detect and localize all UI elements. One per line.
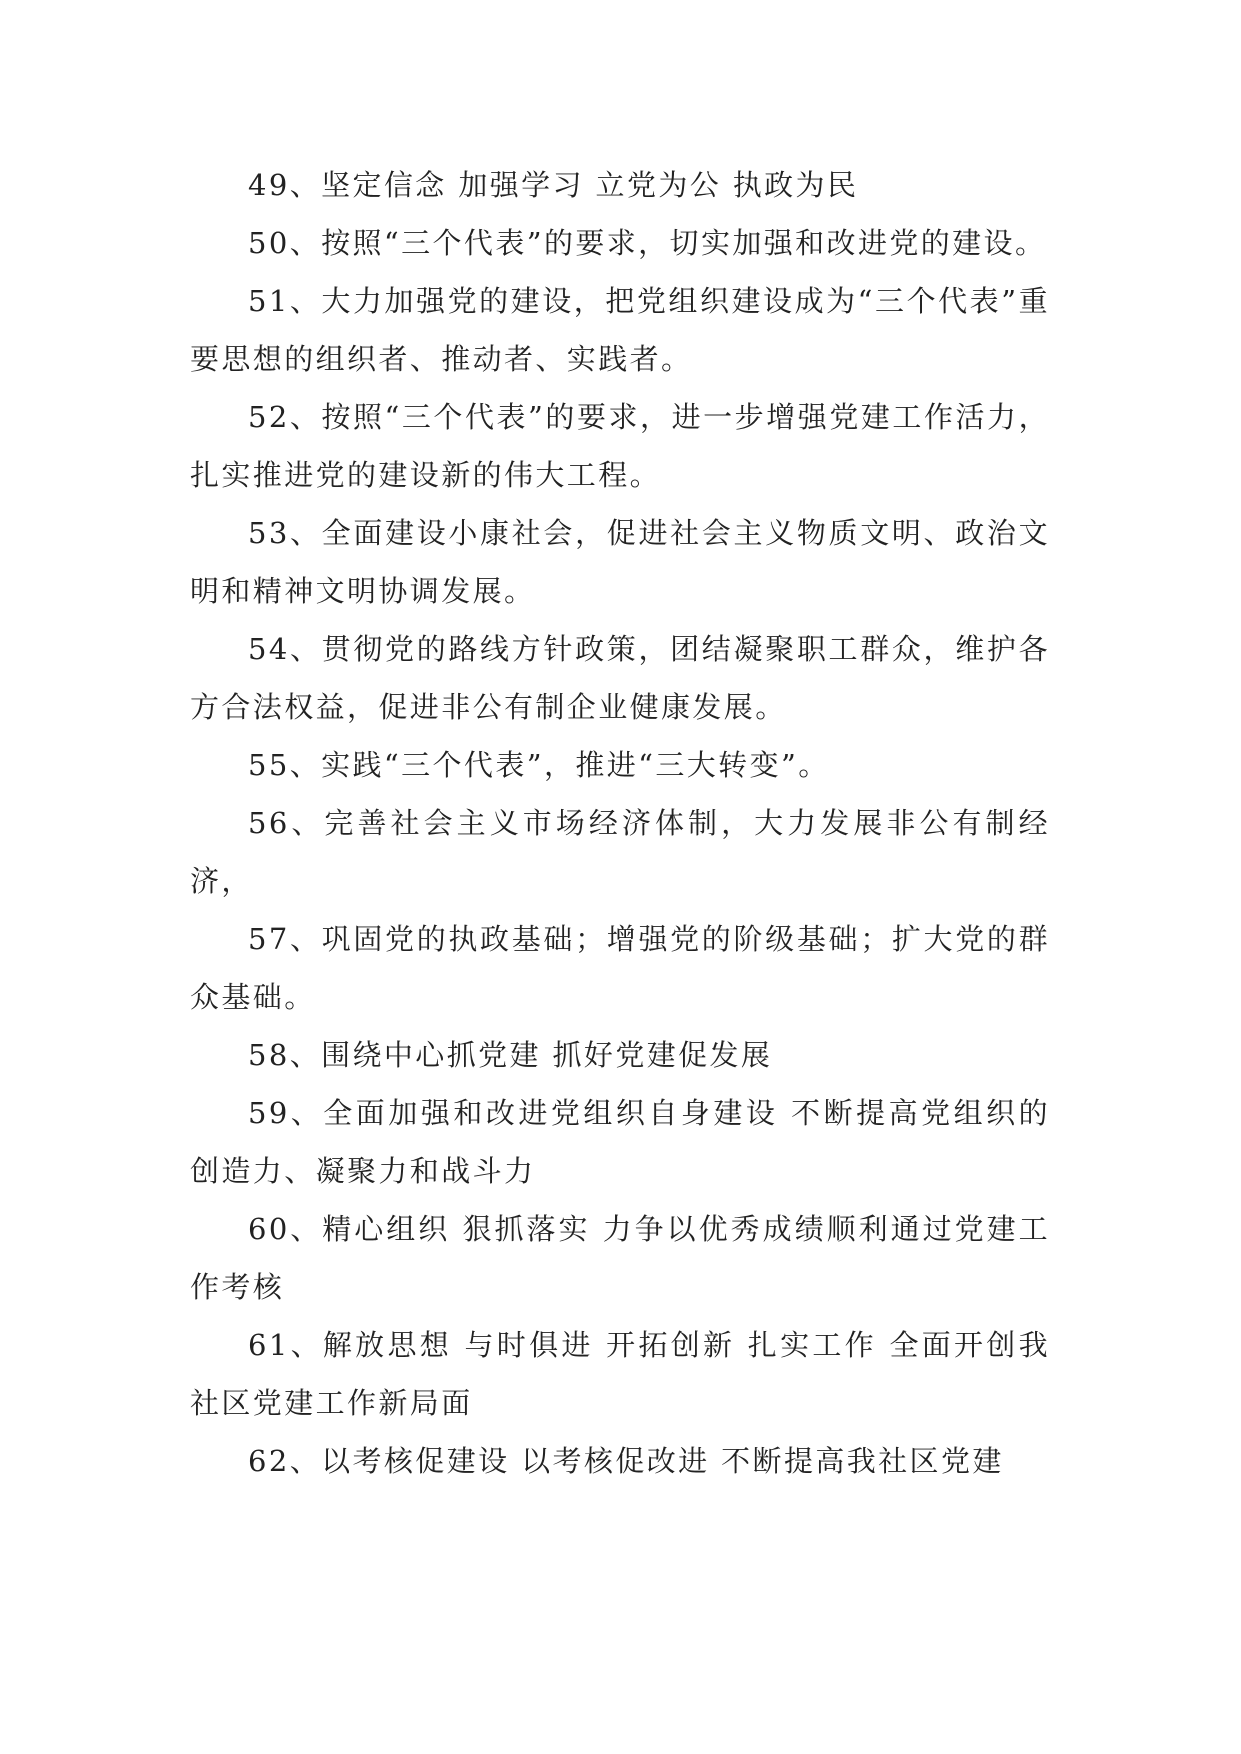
slogan-60: 60、精心组织 狠抓落实 力争以优秀成绩顺利通过党建工作考核 — [190, 1212, 1050, 1304]
slogan-51: 51、大力加强党的建设，把党组织建设成为“三个代表”重要思想的组织者、推动者、实践者。 — [190, 284, 1050, 376]
slogan-50: 50、按照“三个代表”的要求，切实加强和改进党的建设。 — [248, 226, 1047, 260]
slogan-61: 61、解放思想 与时俱进 开拓创新 扎实工作 全面开创我社区党建工作新局面 — [190, 1328, 1050, 1420]
slogan-55: 55、实践“三个代表”，推进“三大转变”。 — [248, 748, 830, 782]
slogan-52: 52、按照“三个代表”的要求，进一步增强党建工作活力，扎实推进党的建设新的伟大工程。 — [190, 400, 1050, 492]
slogan-58: 58、围绕中心抓党建 抓好党建促发展 — [248, 1038, 773, 1072]
slogan-54: 54、贯彻党的路线方针政策，团结凝聚职工群众，维护各方合法权益，促进非公有制企业健康发展。 — [190, 632, 1050, 724]
slogan-49: 49、坚定信念 加强学习 立党为公 执政为民 — [248, 168, 859, 202]
slogan-57: 57、巩固党的执政基础；增强党的阶级基础；扩大党的群众基础。 — [190, 922, 1050, 1014]
slogan-62: 62、以考核促建设 以考核促改进 不断提高我社区党建 — [248, 1444, 1004, 1478]
slogan-53: 53、全面建设小康社会，促进社会主义物质文明、政治文明和精神文明协调发展。 — [190, 516, 1050, 608]
slogan-56: 56、完善社会主义市场经济体制，大力发展非公有制经济， — [190, 806, 1050, 898]
document-body — [190, 156, 1050, 1490]
slogan-59: 59、全面加强和改进党组织自身建设 不断提高党组织的创造力、凝聚力和战斗力 — [190, 1096, 1050, 1188]
